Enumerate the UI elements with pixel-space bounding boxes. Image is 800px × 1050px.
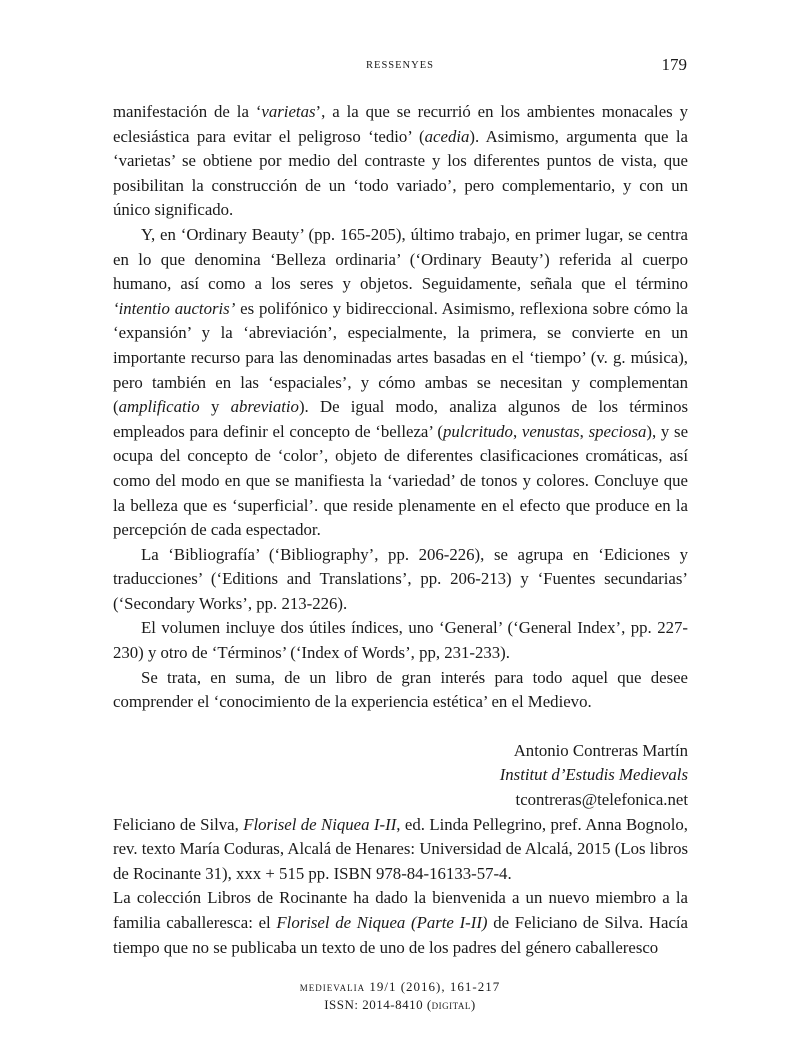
italic-run: Florisel de Niquea I-II [243, 814, 397, 834]
paragraph-1 [113, 100, 688, 223]
text-run: , [512, 421, 522, 441]
italic-run: venustas [521, 421, 580, 441]
text-run: ). De igual modo, analiza algunos de los términos empleados para definir el concepto de ‘belleza’ ( [113, 397, 689, 441]
italic-run: ‘intentio auctoris’ [113, 298, 236, 318]
italic-run: amplificatio [118, 397, 200, 417]
page-number: 179 [661, 55, 687, 74]
reviewer-signature [113, 739, 688, 813]
text-run: ). Asimismo, argumenta que la ‘varietas’ se obtiene por medio del contraste y los diferentes puntos de vista, que posibilitan la construcción de un ‘todo variado’, pero complementario, y con un único significado. [113, 126, 688, 220]
italic-run: abreviatio [230, 397, 299, 417]
reviewer-name: Antonio Contreras Martín [513, 740, 688, 760]
reviewer-email: tcontreras@telefonica.net [515, 790, 688, 810]
text-run: Feliciano de Silva, [113, 814, 244, 834]
body-text [113, 100, 688, 960]
issn-line: ISSN: 2014-8410 (digital) [324, 997, 476, 1012]
text-run: de Feliciano de Silva. Hacía tiempo que no se publicaba un texto de uno de los padres del género caballeresco [113, 913, 689, 957]
italic-run: pulcritudo [443, 421, 513, 441]
review-opening-paragraph [113, 886, 688, 960]
reviewer-institution [113, 763, 688, 788]
text-run: Y, en ‘Ordinary Beauty’ (pp. 165-205), último trabajo, en primer lugar, se centra en lo que denomina ‘Belleza ordinaria’ (‘Ordinary Beauty’) referida al cuerpo humano, así como a los seres y objetos. Seguidamente, señala que el término [113, 224, 688, 294]
paragraph-5: Se trata, en suma, de un libro de gran interés para todo aquel que desee comprender el ‘conocimiento de la experiencia estética’ en el Medievo. [113, 667, 688, 712]
italic-run: acedia [424, 126, 470, 146]
book-citation [113, 813, 688, 887]
paragraph-4: El volumen incluye dos útiles índices, uno ‘General’ (‘General Index’, pp. 227-230) y otro de ‘Términos’ (‘Index of Words’, pp, 231-233). [113, 618, 688, 663]
text-run: La colección Libros de Rocinante ha dado la bienvenida a un nuevo miembro a la familia caballeresca: el [113, 888, 688, 932]
text-run: es polifónico y bidireccional. Asimismo, reflexiona sobre cómo la ‘expansión’ y la ‘abreviación’, especialmente, la primera, se convierte en un importante recurso para las denominadas artes basadas en el ‘tiempo’ (v. g. música), pero también en las ‘espaciales’, y cómo ambas se necesitan y complementan ( [113, 298, 688, 417]
paragraph-3: La ‘Bibliografía’ (‘Bibliography’, pp. 206-226), se agrupa en ‘Ediciones y traducciones’ (‘Editions and Translations’, pp. 206-213) y ‘Fuentes secundarias’ (‘Secondary Works’, pp. 213-226). [113, 544, 688, 613]
italic-run: varietas [261, 102, 316, 121]
italic-run: speciosa [588, 421, 647, 441]
running-head: RESSENYES [366, 60, 434, 71]
text-run: y [199, 397, 231, 417]
italic-run: Florisel de Niquea (Parte I-II) [276, 913, 488, 932]
paragraph-2 [113, 223, 688, 543]
text-run: , [579, 421, 589, 441]
text-run: ’, a la que se recurrió en los ambientes monacales y eclesiástica para evitar el peligroso ‘tedio’ ( [113, 102, 689, 146]
journal-reference: medievalia 19/1 (2016), 161-217 [299, 979, 501, 994]
page-footer [0, 978, 800, 1014]
italic-run: Institut d’Estudis Medievals [499, 765, 688, 785]
text-run: , ed. Linda Pellegrino, pref. Anna Bognolo, rev. texto María Coduras, Alcalá de Henares: Universidad de Alcalá, 2015 (Los libros de Rocinante 31), xxx + 515 pp. ISBN 978-84-16133-57-4. [113, 814, 688, 883]
text-run: manifestación de la ‘ [113, 102, 262, 121]
text-run: ), y se ocupa del concepto de ‘color’, objeto de diferentes clasificaciones cromáticas, así como del modo en que se manifiesta la ‘variedad’ de tonos y colores. Concluye que la belleza que es ‘superficial’. que reside plenamente en el efecto que produce en la percepción de cada espectador. [113, 421, 689, 540]
